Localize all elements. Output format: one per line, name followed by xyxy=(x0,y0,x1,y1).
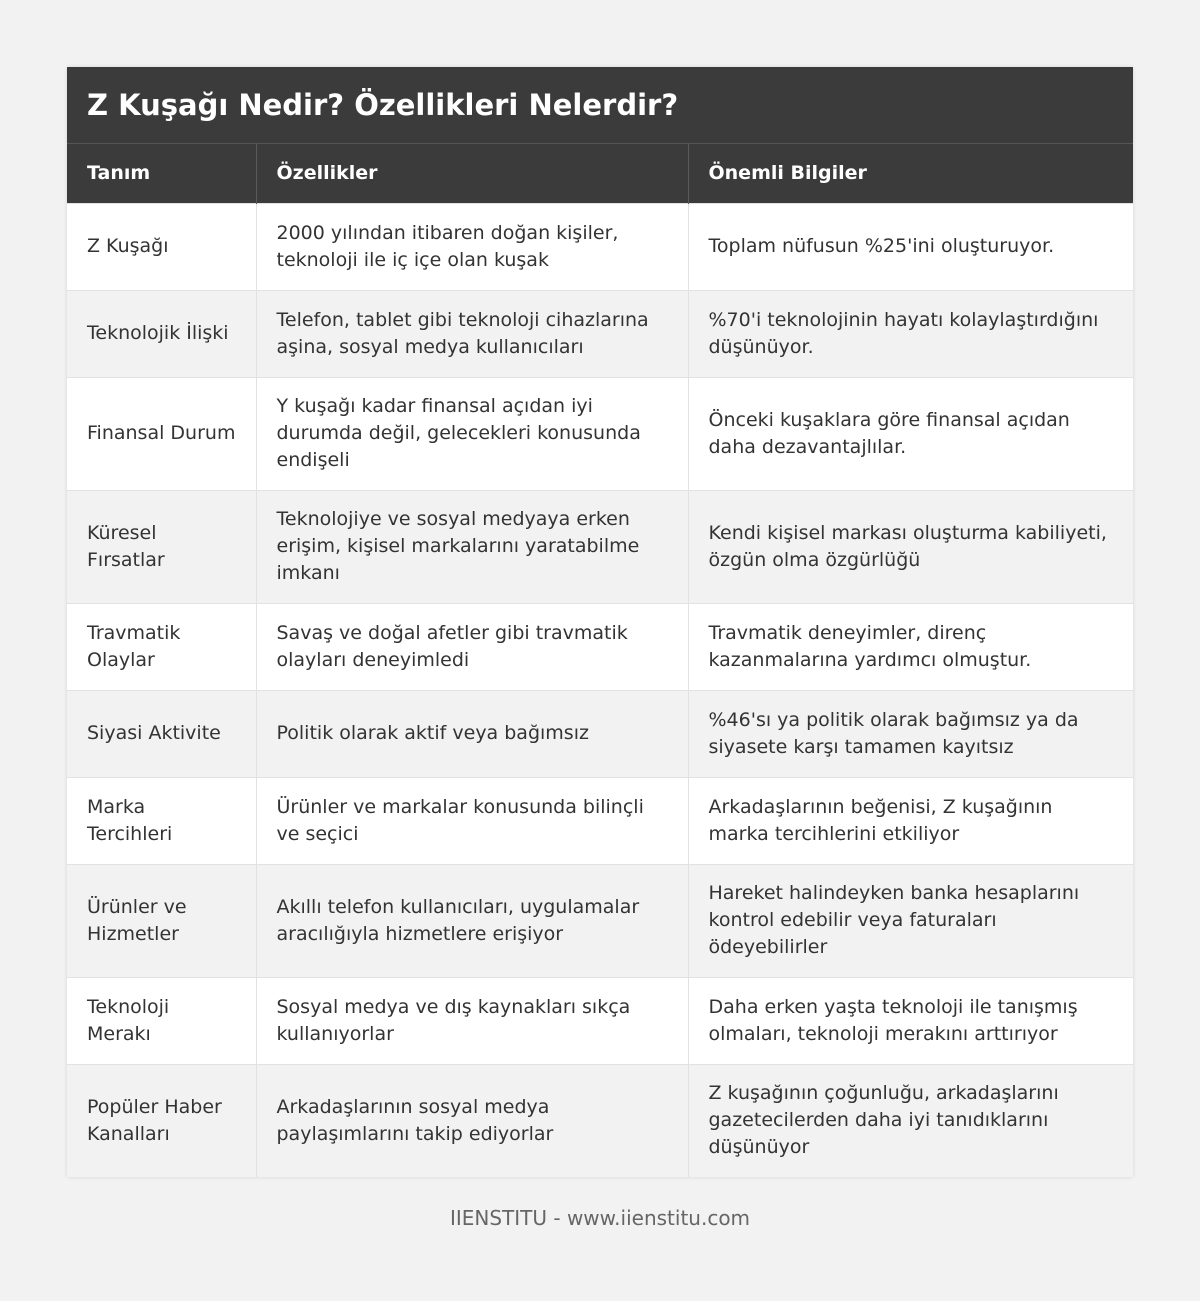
table-cell: Sosyal medya ve dış kaynakları sıkça kullanıyorlar xyxy=(256,977,688,1064)
table-row xyxy=(67,290,1133,377)
table-cell: Toplam nüfusun %25'ini oluşturuyor. xyxy=(688,203,1133,290)
info-table xyxy=(67,144,1133,1177)
table-row xyxy=(67,490,1133,603)
table-cell: Akıllı telefon kullanıcıları, uygulamalar aracılığıyla hizmetlere erişiyor xyxy=(256,864,688,977)
table-cell: Siyasi Aktivite xyxy=(67,690,256,777)
table-cell: Teknolojik İlişki xyxy=(67,290,256,377)
table-row xyxy=(67,690,1133,777)
table-cell: Arkadaşlarının sosyal medya paylaşımlarını takip ediyorlar xyxy=(256,1064,688,1177)
table-cell: %70'i teknolojinin hayatı kolaylaştırdığını düşünüyor. xyxy=(688,290,1133,377)
table-row xyxy=(67,603,1133,690)
table-cell: Önceki kuşaklara göre finansal açıdan daha dezavantajlılar. xyxy=(688,377,1133,490)
column-header: Önemli Bilgiler xyxy=(688,144,1133,203)
table-cell: Popüler Haber Kanalları xyxy=(67,1064,256,1177)
table-cell: Daha erken yaşta teknoloji ile tanışmış olmaları, teknoloji merakını arttırıyor xyxy=(688,977,1133,1064)
table-row xyxy=(67,377,1133,490)
table-cell: Z Kuşağı xyxy=(67,203,256,290)
table-cell: Savaş ve doğal afetler gibi travmatik olayları deneyimledi xyxy=(256,603,688,690)
table-cell: Travmatik Olaylar xyxy=(67,603,256,690)
table-cell: Telefon, tablet gibi teknoloji cihazlarına aşina, sosyal medya kullanıcıları xyxy=(256,290,688,377)
table-cell: Ürünler ve markalar konusunda bilinçli ve seçici xyxy=(256,777,688,864)
table-cell: Y kuşağı kadar finansal açıdan iyi durumda değil, gelecekleri konusunda endişeli xyxy=(256,377,688,490)
column-header: Tanım xyxy=(67,144,256,203)
page-title: Z Kuşağı Nedir? Özellikleri Nelerdir? xyxy=(67,67,1133,144)
table-cell: Küresel Fırsatlar xyxy=(67,490,256,603)
table-cell: Marka Tercihleri xyxy=(67,777,256,864)
footer-credit: IIENSTITU - www.iienstitu.com xyxy=(449,1206,751,1230)
table-cell: Kendi kişisel markası oluşturma kabiliyeti, özgün olma özgürlüğü xyxy=(688,490,1133,603)
table-cell: Ürünler ve Hizmetler xyxy=(67,864,256,977)
column-header: Özellikler xyxy=(256,144,688,203)
table-cell: 2000 yılından itibaren doğan kişiler, teknoloji ile iç içe olan kuşak xyxy=(256,203,688,290)
table-cell: %46'sı ya politik olarak bağımsız ya da siyasete karşı tamamen kayıtsız xyxy=(688,690,1133,777)
table-cell: Teknolojiye ve sosyal medyaya erken erişim, kişisel markalarını yaratabilme imkanı xyxy=(256,490,688,603)
table-cell: Hareket halindeyken banka hesaplarını kontrol edebilir veya faturaları ödeyebilirler xyxy=(688,864,1133,977)
table-cell: Travmatik deneyimler, direnç kazanmalarına yardımcı olmuştur. xyxy=(688,603,1133,690)
table-cell: Teknoloji Merakı xyxy=(67,977,256,1064)
table-header-row xyxy=(67,144,1133,203)
table-cell: Z kuşağının çoğunluğu, arkadaşlarını gazetecilerden daha iyi tanıdıklarını düşünüyor xyxy=(688,1064,1133,1177)
table-row xyxy=(67,777,1133,864)
table-row xyxy=(67,1064,1133,1177)
table-cell: Arkadaşlarının beğenisi, Z kuşağının marka tercihlerini etkiliyor xyxy=(688,777,1133,864)
table-card xyxy=(67,67,1133,1177)
table-cell: Politik olarak aktif veya bağımsız xyxy=(256,690,688,777)
table-row xyxy=(67,203,1133,290)
table-row xyxy=(67,864,1133,977)
table-cell: Finansal Durum xyxy=(67,377,256,490)
table-row xyxy=(67,977,1133,1064)
